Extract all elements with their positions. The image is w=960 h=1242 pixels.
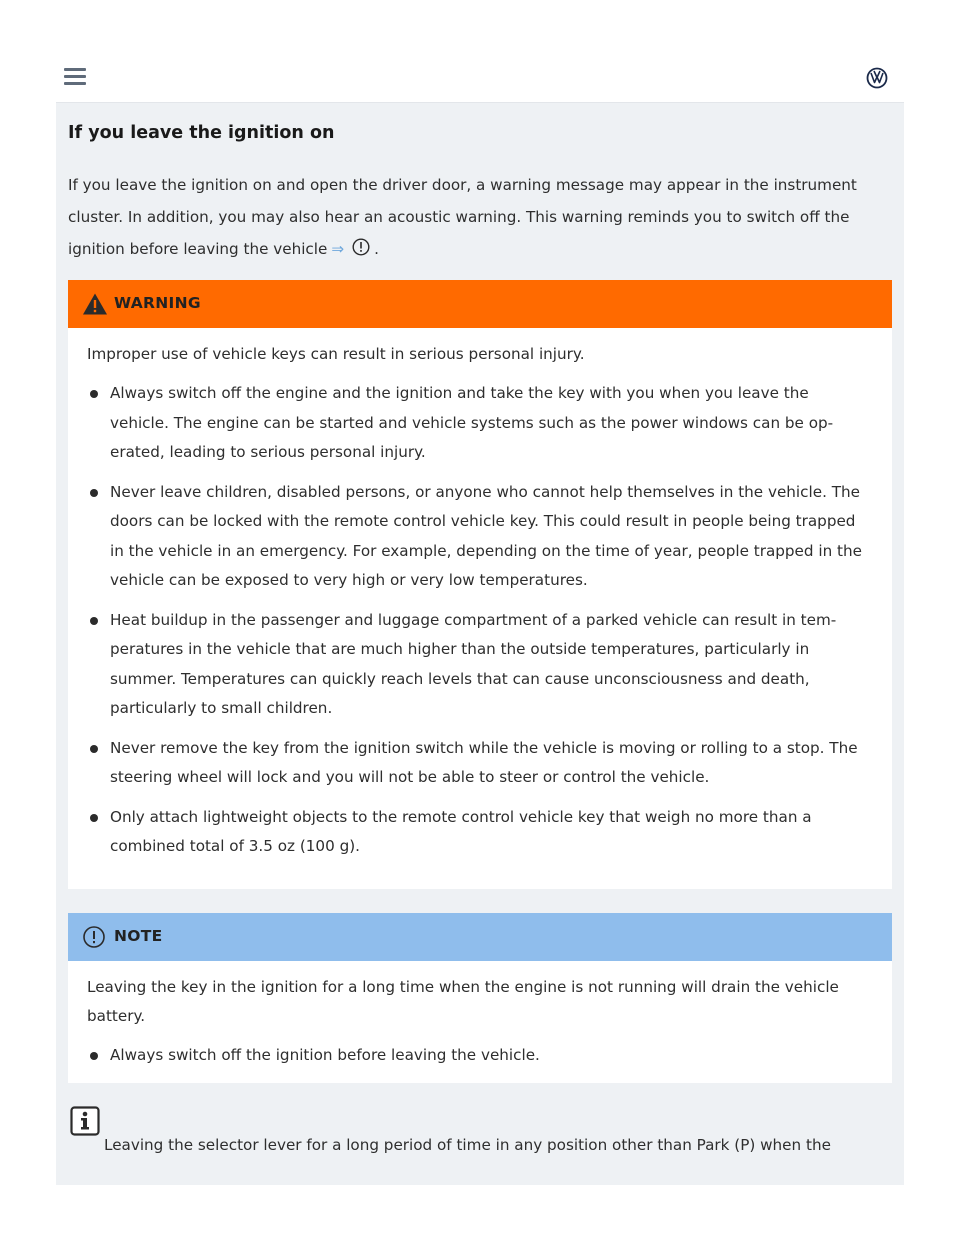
warning-header	[68, 280, 892, 328]
warning-box	[68, 280, 892, 889]
warning-list-item: Never remove the key from the ignition switch while the vehicle is moving or rolling to a stop. The steering wheel will lock and you will not be able to steer or control the vehicle.	[87, 734, 872, 793]
info-icon	[70, 1106, 100, 1136]
intro-end: .	[374, 240, 379, 258]
section-title: If you leave the ignition on	[68, 123, 335, 143]
cross-reference-arrow[interactable]: ⇒	[331, 240, 345, 258]
note-box	[68, 913, 892, 1083]
intro-text: If you leave the ignition on and open the driver door, a warning message may appear in the instrument cluster. In addition, you may also hear an acoustic warning. This warning reminds you to switch off the ignition before leaving the vehicle	[68, 176, 857, 258]
warning-list-item: Heat buildup in the passenger and luggage compartment of a parked vehicle can result in tem-peratures in the vehicle that are much higher than the outside temperatures, particularly in summer. Temperatures can quickly reach levels that can cause unconsciousness and death, particularly to small children.	[87, 606, 872, 724]
vw-logo-icon[interactable]	[866, 67, 888, 89]
warning-list-item: Only attach lightweight objects to the remote control vehicle key that weigh no more than a combined total of 3.5 oz (100 g).	[87, 803, 872, 862]
top-bar	[56, 52, 904, 103]
warning-list	[87, 379, 872, 862]
section-intro	[68, 169, 888, 265]
note-body	[68, 961, 892, 1071]
caution-circle-icon[interactable]	[352, 238, 370, 256]
warning-body	[68, 328, 892, 862]
warning-list-item: Always switch off the engine and the ignition and take the key with you when you leave the vehicle. The engine can be started and vehicle systems such as the power windows can be op-erated, leading to serious personal injury.	[87, 379, 872, 468]
warning-intro: Improper use of vehicle keys can result in serious personal injury.	[87, 345, 585, 363]
warning-list-item: Never leave children, disabled persons, or anyone who cannot help themselves in the vehicle. The doors can be locked with the remote control vehicle key. This could result in people being trapped in the vehicle in an emergency. For example, depending on the time of year, people trapped in the vehicle can be exposed to very high or very low temperatures.	[87, 478, 872, 596]
note-label: NOTE	[114, 927, 163, 945]
note-list	[87, 1041, 872, 1071]
content-page	[56, 103, 904, 1185]
note-list-item: Always switch off the ignition before leaving the vehicle.	[87, 1041, 872, 1071]
caution-circle-icon	[82, 925, 106, 949]
info-text: Leaving the selector lever for a long period of time in any position other than Park (P) when the	[104, 1136, 831, 1154]
hamburger-menu-icon[interactable]	[64, 68, 86, 86]
note-header	[68, 913, 892, 961]
warning-triangle-icon	[82, 292, 108, 316]
note-intro: Leaving the key in the ignition for a long time when the engine is not running will drain the vehicle battery.	[87, 978, 839, 1025]
warning-label: WARNING	[114, 294, 201, 312]
